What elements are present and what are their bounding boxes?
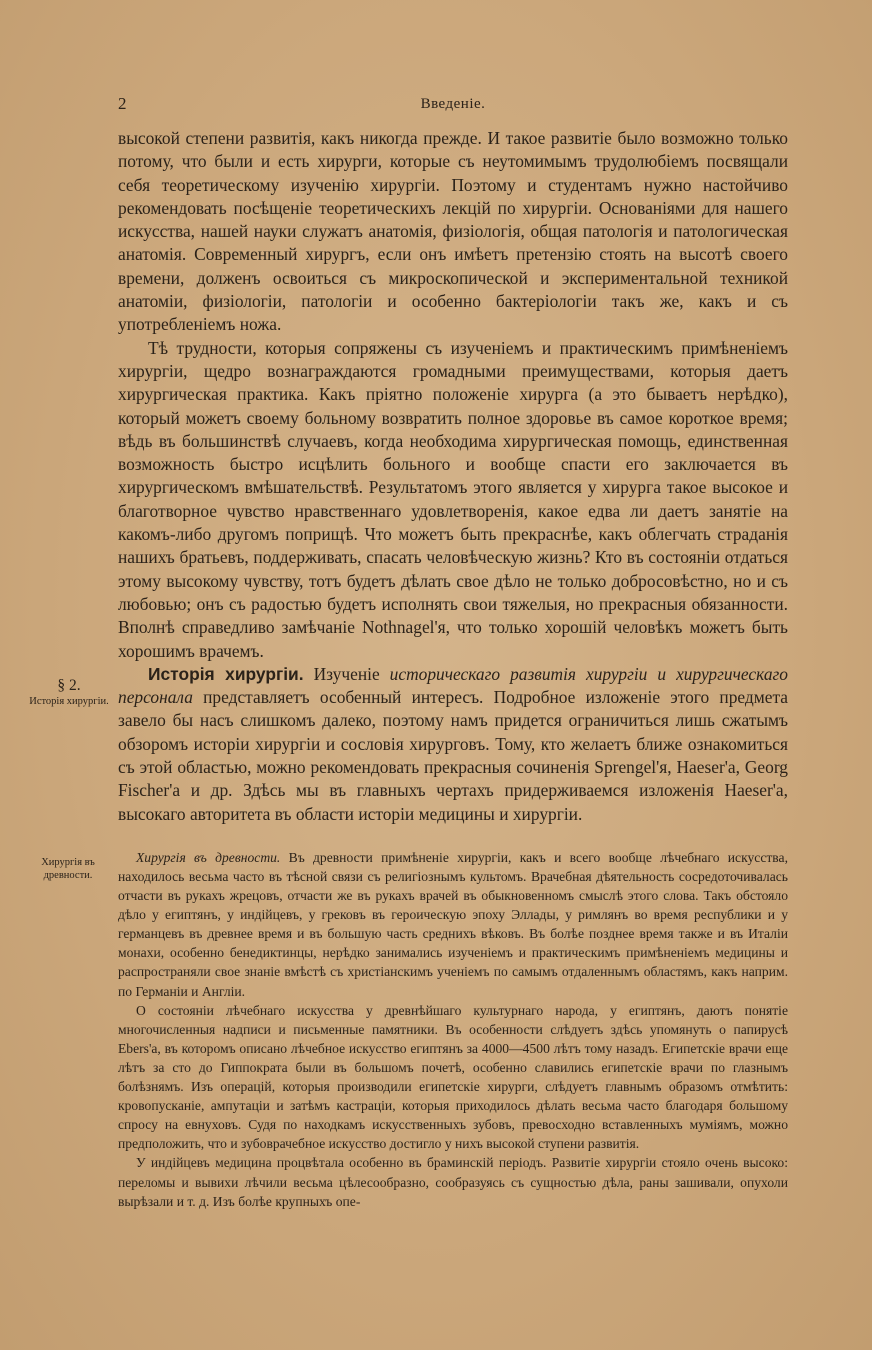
- paragraph-2: Тѣ трудности, которыя сопряжены съ изученіемъ и практическимъ примѣненіемъ хирургіи, щедро вознаграждаются громадными преимуществами, которыя даетъ хирургическая практика. Какъ пріятно положеніе хирурга (а это бываетъ нерѣдко), который можетъ своему больному возвратить полное здоровье въ самое короткое время; вѣдь въ большинствѣ случаевъ, когда необходима хирургическая помощь, единственная возможность быстро исцѣлить больного и вообще спасти его заключается въ хирургическомъ вмѣшательствѣ. Результатомъ этого является у хирурга такое высокое и благотворное чувство нравственнаго удовлетворенія, какое едва ли даетъ занятіе на какомъ-либо другомъ поприщѣ. Что можетъ быть прекраснѣе, какъ облегчать страданія нашихъ братьевъ, поддерживать, спасать человѣческую жизнь? Кто въ состояніи отдаться этому высокому чувству, тотъ будетъ дѣлать свое дѣло не только добросовѣстно, но и съ любовью; онъ съ радостью будетъ исполнять свои тяжелыя, но прекрасныя обязанности. Вполнѣ справедливо замѣчаніе Nothnagel'я, что только хорошій человѣкъ можетъ быть хорошимъ врачемъ.: [118, 337, 788, 661]
- paragraph-3-italic: историческаго развитія хирургіи и хирургическаго персонала: [118, 663, 788, 708]
- small-paragraph-2: О состояніи лѣчебнаго искусства у древнѣйшаго культурнаго народа, у египтянъ, даютъ понятіе многочисленныя надписи и письменные памятники. Въ особенности слѣдуетъ здѣсь упомянуть о папирусѣ Ebers'а, въ которомъ описано лѣчебное искусство египтянъ за 4000—4500 лѣтъ тому назадъ. Египетскіе врачи еще лѣтъ за сто до Гиппократа были въ большомъ почетѣ, особенно славились египетскіе врачи по глазнымъ болѣзнямъ. Изъ операцій, которыя производили египетскіе хирурги, слѣдуетъ главнымъ образомъ отмѣтить: кровопусканіе, ампутаціи и затѣмъ кастраціи, которыя приходилось дѣлать весьма часто благодаря большому спросу на евнуховъ. Судя по находкамъ искусственныхъ зубовъ, превосходно вставленныхъ муміямъ, можно предположить, что и зубоврачебное искусство достигло у нихъ высокой ступени развитія.: [118, 1002, 788, 1152]
- large-text-block: [118, 127, 788, 826]
- section-number: § 2.: [57, 677, 81, 694]
- paragraph-1: высокой степени развитія, какъ никогда прежде. И такое развитіе было возможно только потому, что были и есть хирурги, которые съ неутомимымъ трудолюбіемъ посвящали себя теоретическому изученію хирургіи. Поэтому и студентамъ нужно настойчиво рекомендовать посѣщеніе теоретическихъ лекцій по хирургіи. Основаніями для нашего искусства, нашей науки служатъ анатомія, физіологія, общая патологія и патологическая анатомія. Современный хирургъ, если онъ имѣетъ претензію стоять на высотѣ своего времени, долженъ освоиться съ микроскопической и экспериментальной техникой анатоміи, физіологіи, патологіи и особенно бактеріологіи такъ же, какъ и съ употребленіемъ ножа.: [118, 128, 788, 335]
- page-number: 2: [118, 94, 127, 113]
- paragraph-3-text-b: представляетъ особенный интересъ. Подробное изложеніе этого предмета завело бы насъ слишкомъ далеко, поэтому намъ придется ограничиться лишь сжатымъ обзоромъ исторіи хирургіи и сословія хирурговъ. Тому, кто желаетъ ближе ознакомиться съ этой областью, можно рекомендовать прекрасныя сочиненія Sprengel'я, Haeser'а, Georg Fischer'а и др. Здѣсь мы въ главныхъ чертахъ придерживаемся изложенія Haeser'а, высокаго авторитета въ области исторіи медицины и хирургіи.: [118, 687, 788, 824]
- page-header: [118, 94, 788, 118]
- margin-note-antiquity: Хирургія въ древности.: [41, 857, 95, 881]
- small-paragraph-3: У индійцевъ медицина процвѣтала особенно въ браминскій періодъ. Развитіе хирургіи стояло очень высоко: переломы и вывихи лѣчили весьма цѣлесообразно, сообразуясь съ сущностью дѣла, раны зашивали, опухоли вырѣзали и т. д. Изъ болѣе крупныхъ опе-: [118, 1155, 788, 1209]
- main-text: [118, 127, 788, 1211]
- small-text-block: [118, 848, 788, 1211]
- running-head: Введеніе.: [420, 96, 486, 112]
- margin-note-history: Исторія хирургіи.: [29, 696, 109, 707]
- paragraph-3: [118, 663, 788, 826]
- paragraph-3-text-a: Изученіе: [303, 663, 390, 684]
- margin-note-section-2: [28, 677, 110, 708]
- section-heading: Исторія хирургіи.: [148, 663, 304, 684]
- small-paragraph-1: [118, 848, 788, 1001]
- small-paragraph-1-text: Въ древности примѣненіе хирургіи, какъ и всего вообще лѣчебнаго искусства, находилось весьма часто въ тѣсной связи съ религіознымъ культомъ. Врачебная дѣятельность сосредоточивалась отчасти въ рукахъ жрецовъ, отчасти же въ рукахъ врачей въ обыкновенномъ смыслѣ этого слова. Такъ обстояло дѣло у египтянъ, у индійцевъ, у грековъ въ героическую эпоху Эллады, у римлянъ во время республики и у германцевъ въ древнее время и въ большую часть среднихъ вѣковъ. Въ болѣе позднее время также и въ Италіи монахи, особенно бенедиктинцы, нерѣдко занимались изученіемъ и практическимъ примѣненіемъ медицины и распространяли свое знаніе вмѣстѣ съ христіанскимъ ученіемъ по самымъ отдаленнымъ областямъ, какъ наприм. по Германіи и Англіи.: [118, 849, 788, 999]
- small-paragraph-title: Хирургія въ древности.: [136, 849, 281, 865]
